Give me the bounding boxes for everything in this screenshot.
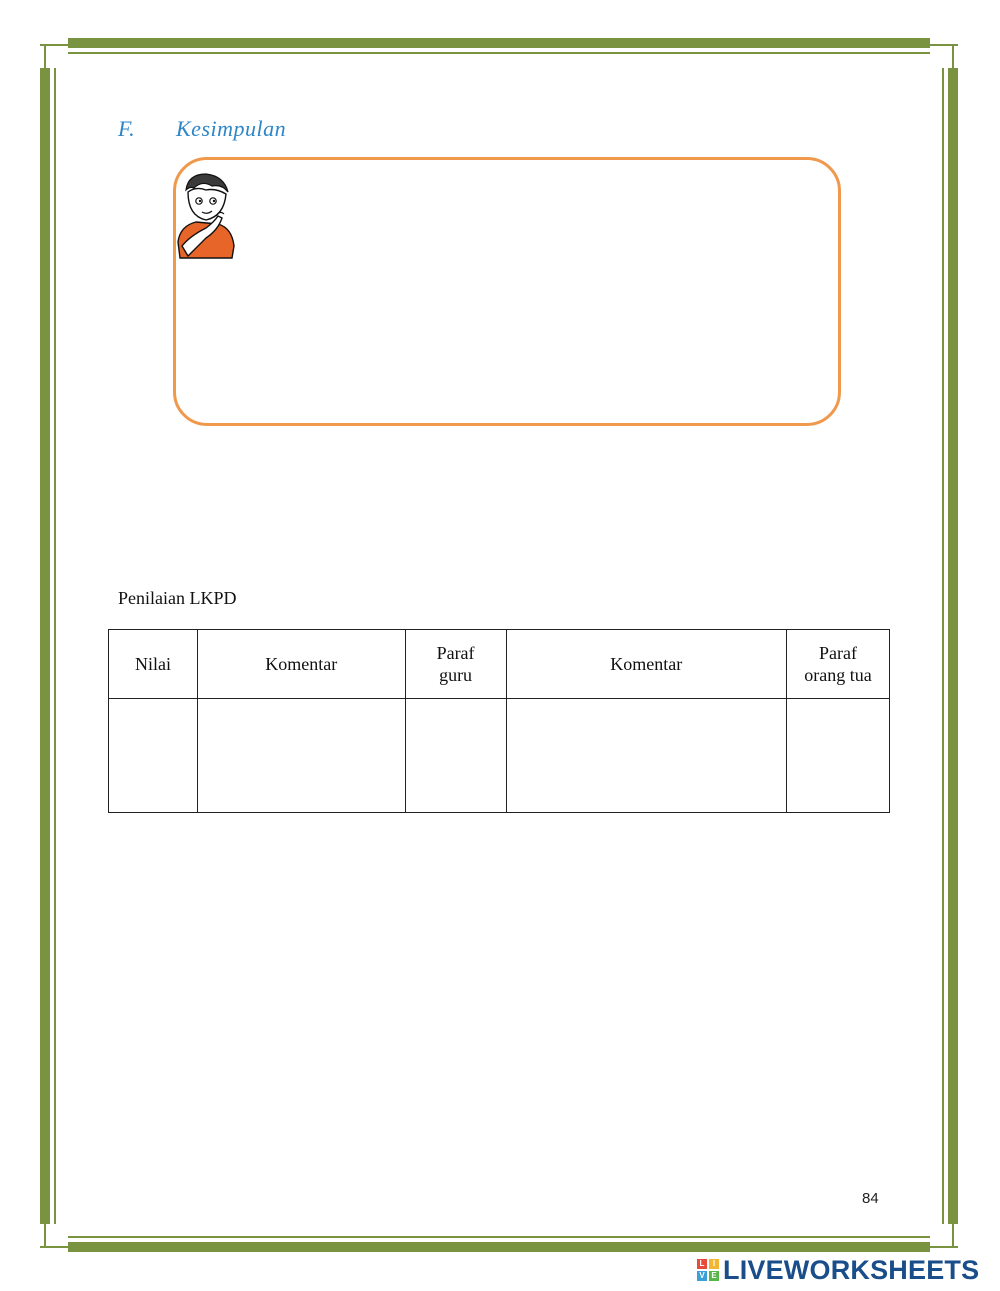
header-komentar-guru: Komentar (197, 630, 405, 699)
cell-komentar-orang-tua[interactable] (506, 699, 787, 813)
corner-bl-v (44, 1224, 46, 1248)
header-paraf-guru: Paraf guru (405, 630, 506, 699)
border-right (948, 68, 958, 1224)
assessment-label: Penilaian LKPD (118, 588, 237, 608)
section-number: F. (118, 116, 136, 141)
header-nilai: Nilai (109, 630, 198, 699)
liveworksheets-brand: LIVEWORKSHEETS (723, 1254, 980, 1285)
border-left-inner (54, 68, 56, 1224)
border-bottom (68, 1242, 930, 1252)
section-title: Kesimpulan (176, 116, 287, 141)
cell-paraf-guru[interactable] (405, 699, 506, 813)
page-number: 84 (862, 1190, 879, 1207)
border-left (40, 68, 50, 1224)
header-paraf-orang-tua: Paraf orang tua (787, 630, 890, 699)
cell-paraf-orang-tua[interactable] (787, 699, 890, 813)
border-top (68, 38, 930, 48)
thinking-boy-icon (172, 170, 238, 266)
section-heading (118, 116, 286, 142)
conclusion-answer-box[interactable] (173, 157, 841, 426)
cell-komentar-guru[interactable] (197, 699, 405, 813)
liveworksheets-logo-icon: L I V E (697, 1259, 719, 1281)
table-row (109, 699, 890, 813)
header-komentar-orang-tua: Komentar (506, 630, 787, 699)
table-header-row (109, 630, 890, 699)
corner-tl-v (44, 44, 46, 68)
liveworksheets-watermark (697, 1255, 979, 1285)
border-right-inner (942, 68, 944, 1224)
corner-br-v (952, 1224, 954, 1248)
assessment-table (108, 629, 890, 813)
corner-tr-v (952, 44, 954, 68)
border-bottom-inner (68, 1236, 930, 1238)
border-top-inner (68, 52, 930, 54)
cell-nilai[interactable] (109, 699, 198, 813)
